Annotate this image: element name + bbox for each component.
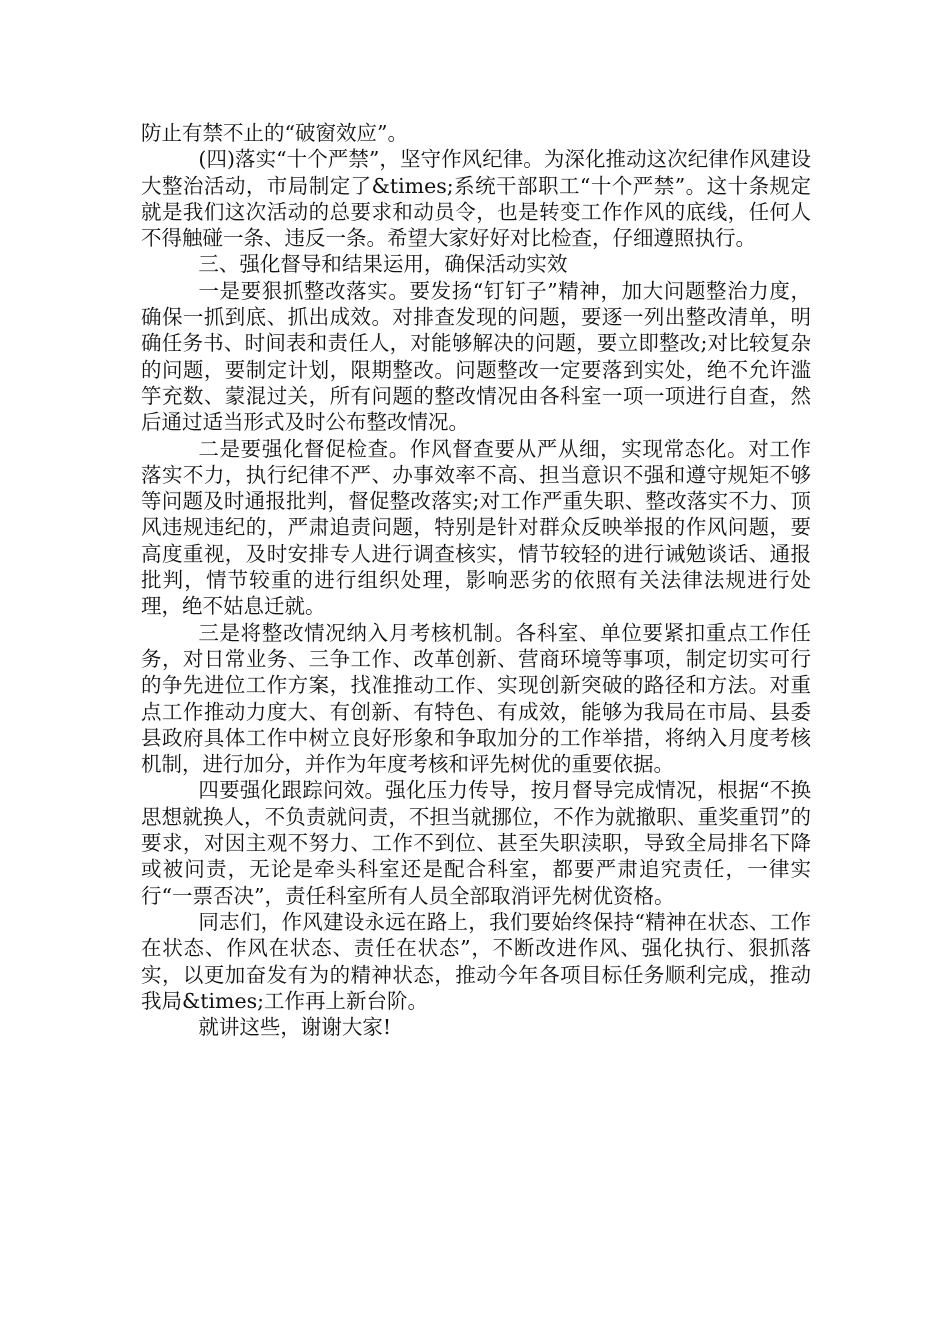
paragraph-monthly-assessment: 三是将整改情况纳入月考核机制。各科室、单位要紧扣重点工作任务，对日常业务、三争工作、改革创新、营商环境等事项，制定切实可行的争先进位工作方案，找准推动工作、实现创新突破的路径和方法。对重点工作推动力度大、有创新、有特色、有成效，能够为我局在市局、县委县政府具体工作中树立良好形象和争取加分的工作举措，将纳入月度考核机制，进行加分，并作为年度考核和评先树优的重要依据。 xyxy=(141,620,811,777)
paragraph-rectification: 一是要狠抓整改落实。要发扬“钉钉子”精神，加大问题整治力度，确保一抓到底、抓出成效。对排查发现的问题，要逐一列出整改清单，明确任务书、时间表和责任人，对能够解决的问题，要立即整改;对比较复杂的问题，要制定计划，限期整改。问题整改一定要落到实处，绝不允许滥竽充数、蒙混过关，所有问题的整改情况由各科室一项一项进行自查，然后通过适当形式及时公布整改情况。 xyxy=(141,278,811,435)
paragraph-ten-prohibitions: (四)落实“十个严禁”，坚守作风纪律。为深化推动这次纪律作风建设大整治活动，市局制定了&times;系统干部职工“十个严禁”。这十条规定就是我们这次活动的总要求和动员令，也是转变工作作风的底线，任何人不得触碰一条、违反一条。希望大家好好对比检查，仔细遵照执行。 xyxy=(141,147,811,251)
paragraph-broken-window-effect: 防止有禁不止的“破窗效应”。 xyxy=(141,121,408,145)
paragraph-closing: 就讲这些，谢谢大家! xyxy=(198,1015,392,1040)
document-body xyxy=(141,120,811,1040)
paragraph-accountability: 四要强化跟踪问效。强化压力传导，按月督导完成情况，根据“不换思想就换人，不负责就问责，不担当就挪位，不作为就撤职、重奖重罚”的要求，对因主观不努力、工作不到位、甚至失职渎职，导致全局排名下降或被问责，无论是牵头科室还是配合科室，都要严肃追究责任，一律实行“一票否决”，责任科室所有人员全部取消评先树优资格。 xyxy=(141,778,811,908)
paragraph-supervision: 二是要强化督促检查。作风督查要从严从细，实现常态化。对工作落实不力，执行纪律不严、办事效率不高、担当意识不强和遵守规矩不够等问题及时通报批判，督促整改落实;对工作严重失职、整改落实不力、顶风违规违纪的，严肃追责问题，特别是针对群众反映举报的作风问题，要高度重视，及时安排专人进行调查核实，情节较轻的进行诫勉谈话、通报批判，情节较重的进行组织处理，影响恶劣的依照有关法律法规进行处理，绝不姑息迁就。 xyxy=(141,436,811,619)
paragraph-comrades: 同志们，作风建设永远在路上，我们要始终保持“精神在状态、工作在状态、作风在状态、责任在状态”，不断改进作风、强化执行、狠抓落实，以更加奋发有为的精神状态，推动今年各项目标任务顺利完成，推动我局&times;工作再上新台阶。 xyxy=(141,909,811,1013)
section-heading-three: 三、强化督导和结果运用，确保活动实效 xyxy=(198,252,568,277)
